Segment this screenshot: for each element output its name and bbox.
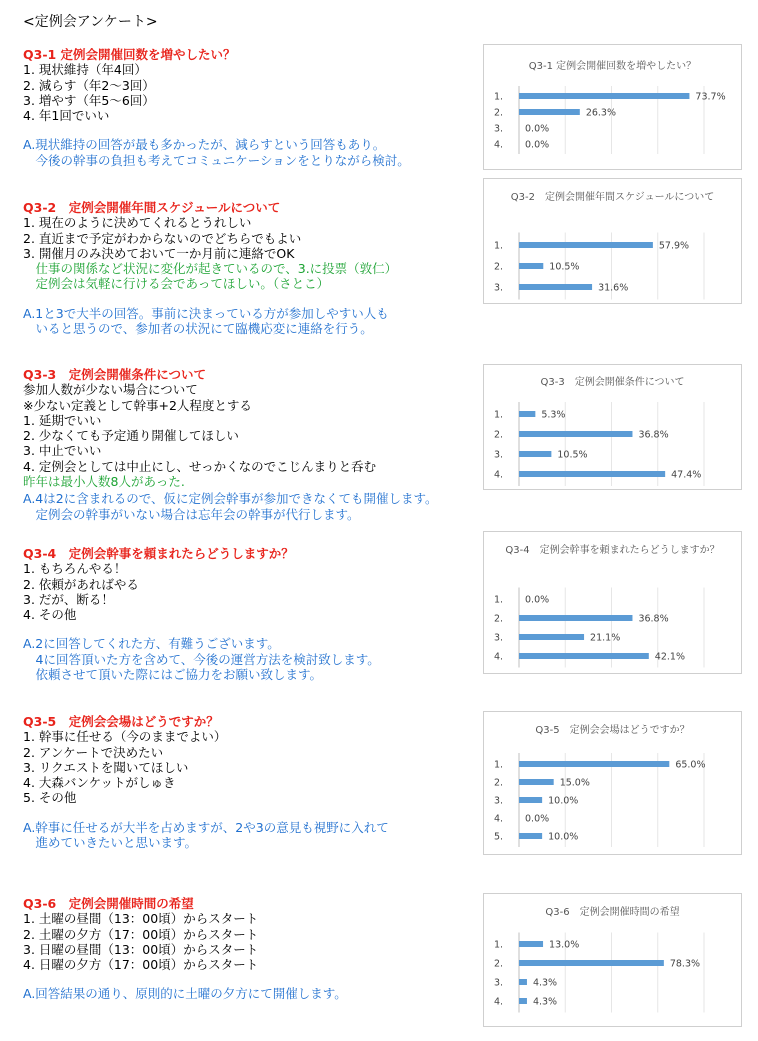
chart-title: Q3-2 定例会開催年間スケジュールについて <box>510 192 715 203</box>
option-line: 1. 土曜の昼間（13：00頃）からスタート <box>23 911 259 927</box>
option-line: 1. 現状維持（年4回） <box>23 62 147 78</box>
category-label: 3. <box>494 123 504 135</box>
chart-q3-4 <box>483 531 742 674</box>
bar <box>519 242 653 248</box>
category-label: 2. <box>494 613 504 625</box>
bar <box>519 431 632 437</box>
bar <box>519 615 632 621</box>
category-label: 1. <box>494 939 504 951</box>
option-line: 2. 減らす（年2〜3回） <box>23 77 155 93</box>
question-heading: Q3-2 定例会開催年間スケジュールについて <box>23 200 281 215</box>
bar <box>519 284 592 290</box>
option-line: 3. 増やす（年5〜6回） <box>23 92 155 108</box>
category-label: 3. <box>494 449 504 461</box>
category-label: 1. <box>494 594 504 606</box>
option-line: ※少ない定義として幹事+2人程度とする <box>23 397 252 413</box>
page-title: <定例会アンケート> <box>23 14 158 30</box>
chart-q3-6 <box>483 893 742 1027</box>
category-label: 2. <box>494 429 504 441</box>
section-q3-6 <box>23 896 478 1002</box>
option-line: 2. 直近まで予定がわからないのでどちらでもよい <box>23 230 302 246</box>
category-label: 4. <box>494 813 504 825</box>
bar <box>519 471 665 477</box>
bar-chart <box>484 532 741 675</box>
question-heading: Q3-3 定例会開催条件について <box>23 367 206 382</box>
category-label: 2. <box>494 261 504 273</box>
option-line: 2. 依頼があればやる <box>23 576 139 592</box>
answer-block <box>23 636 478 682</box>
answer-line: 依頼させて頂いた際にはご協力をお願い致します。 <box>23 667 323 683</box>
answer-block <box>23 306 478 337</box>
bar <box>519 411 535 417</box>
section-q3-2 <box>23 200 478 336</box>
bar <box>519 451 551 457</box>
data-label: 57.9% <box>658 240 690 252</box>
data-label: 36.8% <box>638 429 669 441</box>
bar <box>519 761 669 767</box>
data-label: 42.1% <box>654 651 685 663</box>
category-label: 2. <box>494 777 504 789</box>
question-heading: Q3-1 定例会開催回数を増やしたい？ <box>23 47 236 62</box>
option-line: 4. 日曜の夕方（17：00頃）からスタート <box>23 957 259 973</box>
option-line: 4. 大森バンケットがしゅき <box>23 775 176 791</box>
bar <box>519 653 649 659</box>
option-line: 1. もちろんやる！ <box>23 561 127 577</box>
data-label: 36.8% <box>638 613 669 625</box>
bar-chart <box>484 894 741 1028</box>
chart-title: Q3-5 定例会会場はどうですか？ <box>535 725 690 736</box>
question-heading: Q3-6 定例会開催時間の希望 <box>23 896 194 911</box>
answer-line: A.回答結果の通り、原則的に土曜の夕方にて開催します。 <box>23 986 347 1002</box>
category-label: 4. <box>494 996 504 1008</box>
option-line: 1. 幹事に任せる（今のままでよい） <box>23 729 227 745</box>
answer-block <box>23 986 478 1001</box>
data-label: 26.3% <box>585 107 617 119</box>
answer-line: A.1と3で大半の回答。事前に決まっている方が参加しやすい人も <box>23 305 389 321</box>
data-label: 10.5% <box>557 449 588 461</box>
bar-chart <box>484 365 741 491</box>
category-label: 4. <box>494 651 504 663</box>
bar <box>519 93 689 99</box>
bar <box>519 979 527 985</box>
option-line: 2. アンケートで決めたい <box>23 744 164 760</box>
data-label: 4.3% <box>532 996 558 1008</box>
question-heading: Q3-5 定例会会場はどうですか？ <box>23 714 219 729</box>
comment-line: 昨年は最小人数8人があった. <box>23 474 185 490</box>
answer-block <box>23 491 478 522</box>
bar <box>519 941 543 947</box>
category-label: 2. <box>494 107 504 119</box>
option-line: 4. その他 <box>23 607 77 623</box>
data-label: 10.0% <box>548 831 579 843</box>
answer-line: 今後の幹事の負担も考えてコミュニケーションをとりながら検討。 <box>23 152 410 168</box>
option-line: 3. だが、断る！ <box>23 591 114 607</box>
option-line: 3. 日曜の昼間（13：00頃）からスタート <box>23 941 259 957</box>
option-line: 3. 開催月のみ決めておいて一か月前に連絡でOK <box>23 245 295 261</box>
data-label: 78.3% <box>669 958 701 970</box>
answer-line: A.幹事に任せるが大半を占めますが、2や3の意見も視野に入れて <box>23 819 389 835</box>
chart-q3-1 <box>483 44 742 170</box>
data-label: 5.3% <box>541 409 566 421</box>
answer-line: A.現状維持の回答が最も多かったが、減らすという回答もあり。 <box>23 137 386 153</box>
chart-q3-3 <box>483 364 742 490</box>
answer-line: 4に回答頂いた方を含めて、今後の運営方法を検討致します。 <box>23 651 380 667</box>
bar <box>519 833 542 839</box>
data-label: 10.5% <box>549 261 580 273</box>
category-label: 1. <box>494 759 504 771</box>
answer-line: A.2に回答してくれた方、有難うございます。 <box>23 636 280 652</box>
data-label: 0.0% <box>525 594 550 606</box>
bar-chart <box>484 179 741 305</box>
category-label: 3. <box>494 977 504 989</box>
category-label: 1. <box>494 409 504 421</box>
option-line: 3. 中止でいい <box>23 443 102 459</box>
bar <box>519 263 543 269</box>
category-label: 3. <box>494 632 504 644</box>
section-q3-1 <box>23 47 478 168</box>
answer-block <box>23 137 478 168</box>
category-label: 1. <box>494 240 504 252</box>
bar <box>519 109 580 115</box>
category-label: 3. <box>494 282 504 294</box>
option-line: 2. 少なくても予定通り開催してほしい <box>23 428 239 444</box>
option-line: 1. 延期でいい <box>23 412 102 428</box>
option-line: 1. 現在のように決めてくれるとうれしい <box>23 215 252 231</box>
option-line: 参加人数が少ない場合について <box>23 382 198 398</box>
answer-line: A.4は2に含まれるので、仮に定例会幹事が参加できなくても開催します。 <box>23 491 438 507</box>
answer-line: 定例会の幹事がいない場合は忘年会の幹事が代行します。 <box>23 506 360 522</box>
data-label: 73.7% <box>695 91 726 103</box>
section-q3-5 <box>23 714 478 850</box>
answer-block <box>23 820 478 851</box>
section-q3-3 <box>23 367 478 522</box>
data-label: 47.4% <box>671 469 702 481</box>
chart-title: Q3-3 定例会開催条件について <box>540 377 685 388</box>
data-label: 65.0% <box>675 759 706 771</box>
data-label: 13.0% <box>549 939 580 951</box>
data-label: 4.3% <box>532 977 558 989</box>
data-label: 10.0% <box>548 795 579 807</box>
chart-title: Q3-1 定例会開催回数を増やしたい？ <box>528 61 697 72</box>
category-label: 4. <box>494 469 504 481</box>
comment-line: 定例会は気軽に行ける会であってほしい。（さとこ） <box>23 276 330 292</box>
chart-q3-2 <box>483 178 742 304</box>
option-line: 3. リクエストを聞いてほしい <box>23 759 189 775</box>
bar <box>519 634 584 640</box>
answer-line: いると思うので、参加者の状況にて臨機応変に連絡を行う。 <box>23 321 373 337</box>
option-line: 5. その他 <box>23 790 77 806</box>
bar <box>519 960 664 966</box>
option-line: 2. 土曜の夕方（17：00頃）からスタート <box>23 926 259 942</box>
category-label: 5. <box>494 831 504 843</box>
chart-title: Q3-6 定例会開催時間の希望 <box>545 907 680 918</box>
option-line: 4. 定例会としては中止にし、せっかくなのでこじんまりと呑む <box>23 458 377 474</box>
category-label: 1. <box>494 91 504 103</box>
data-label: 0.0% <box>525 139 550 151</box>
answer-line: 進めていきたいと思います。 <box>23 835 198 851</box>
category-label: 3. <box>494 795 504 807</box>
option-line: 4. 年1回でいい <box>23 108 110 124</box>
data-label: 21.1% <box>590 632 621 644</box>
data-label: 0.0% <box>525 123 550 135</box>
bar <box>519 797 542 803</box>
category-label: 4. <box>494 139 504 151</box>
data-label: 15.0% <box>559 777 590 789</box>
comment-line: 仕事の関係など状況に変化が起きているので、3.に投票（敦仁） <box>23 261 398 277</box>
question-heading: Q3-4 定例会幹事を頼まれたらどうしますか？ <box>23 546 294 561</box>
category-label: 2. <box>494 958 504 970</box>
bar-chart <box>484 712 741 856</box>
data-label: 31.6% <box>598 282 629 294</box>
chart-q3-5 <box>483 711 742 855</box>
section-q3-4 <box>23 546 478 682</box>
bar <box>519 779 554 785</box>
data-label: 0.0% <box>525 813 550 825</box>
bar <box>519 998 527 1004</box>
bar-chart <box>484 45 741 171</box>
chart-title: Q3-4 定例会幹事を頼まれたらどうしますか？ <box>505 545 720 556</box>
